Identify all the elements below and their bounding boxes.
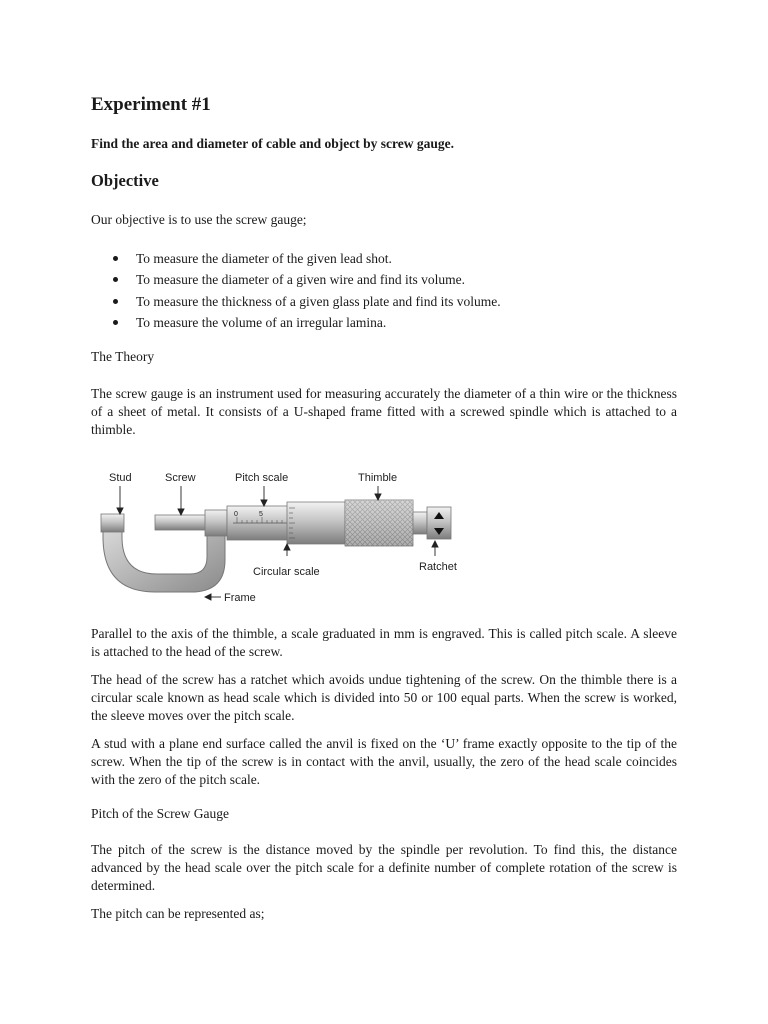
bullet-icon xyxy=(113,299,118,304)
objective-intro: Our objective is to use the screw gauge; xyxy=(91,212,307,227)
list-item-text: To measure the thickness of a given glass plate and find its volume. xyxy=(136,293,501,309)
anvil-paragraph: A stud with a plane end surface called the anvil is fixed on the ‘U’ frame exactly opposite to the tip of the screw. When the tip of the screw is in contact with the anvil, usually, the zero of the head scale coincides with the zero of the pitch scale. xyxy=(91,736,677,787)
label-pitch-scale: Pitch scale xyxy=(235,472,289,484)
label-circular-scale: Circular scale xyxy=(253,566,320,578)
theory-heading: The Theory xyxy=(91,349,155,364)
objective-heading: Objective xyxy=(91,171,159,190)
bullet-icon xyxy=(113,277,118,282)
thimble-head-shape xyxy=(287,502,345,544)
screw-spindle-shape xyxy=(155,515,207,530)
label-frame: Frame xyxy=(224,592,256,604)
screw-gauge-figure xyxy=(95,462,470,607)
objective-list xyxy=(91,248,501,333)
pitch-heading: Pitch of the Screw Gauge xyxy=(91,806,229,821)
bullet-icon xyxy=(113,256,118,261)
theory-paragraph: The screw gauge is an instrument used for measuring accurately the diameter of a thin wire or the thickness of a sheet of metal. It consists of a U-shaped frame fitted with a screwed spindle which is attached to a thimble. xyxy=(91,386,677,437)
list-item xyxy=(91,312,501,333)
label-ratchet: Ratchet xyxy=(419,561,457,573)
label-screw: Screw xyxy=(165,472,196,484)
pitch-representation-text: The pitch can be represented as; xyxy=(91,906,265,921)
list-item-text: To measure the diameter of a given wire and find its volume. xyxy=(136,272,465,288)
ratchet-paragraph: The head of the screw has a ratchet which avoids undue tightening of the screw. On the thimble there is a circular scale known as head scale which is divided into 50 or 100 equal parts. When the screw is worked, the sleeve moves over the pitch scale. xyxy=(91,672,677,723)
experiment-title: Experiment #1 xyxy=(91,94,211,115)
label-stud: Stud xyxy=(109,472,132,484)
pitch-scale-mark-5: 5 xyxy=(259,511,263,518)
pitch-scale-mark-0: 0 xyxy=(234,511,238,518)
bullet-icon xyxy=(113,320,118,325)
list-item-text: To measure the diameter of the given lead shot. xyxy=(136,251,392,266)
pitch-scale-paragraph: Parallel to the axis of the thimble, a scale graduated in mm is engraved. This is called pitch scale. A sleeve is attached to the head of the screw. xyxy=(91,626,677,659)
pitch-paragraph: The pitch of the screw is the distance moved by the spindle per revolution. To find this, the distance advanced by the head scale over the pitch scale for a definite number of complete rotation of the screw is determined. xyxy=(91,842,677,893)
list-item xyxy=(91,291,501,312)
lock-collar-shape xyxy=(205,510,227,536)
list-item xyxy=(91,269,501,290)
label-thimble: Thimble xyxy=(358,472,398,484)
list-item-text: To measure the volume of an irregular lamina. xyxy=(136,314,387,330)
ratchet-neck-shape xyxy=(413,512,427,534)
stud-shape xyxy=(101,514,124,532)
list-item xyxy=(91,248,501,269)
experiment-subtitle: Find the area and diameter of cable and object by screw gauge. xyxy=(91,136,454,151)
